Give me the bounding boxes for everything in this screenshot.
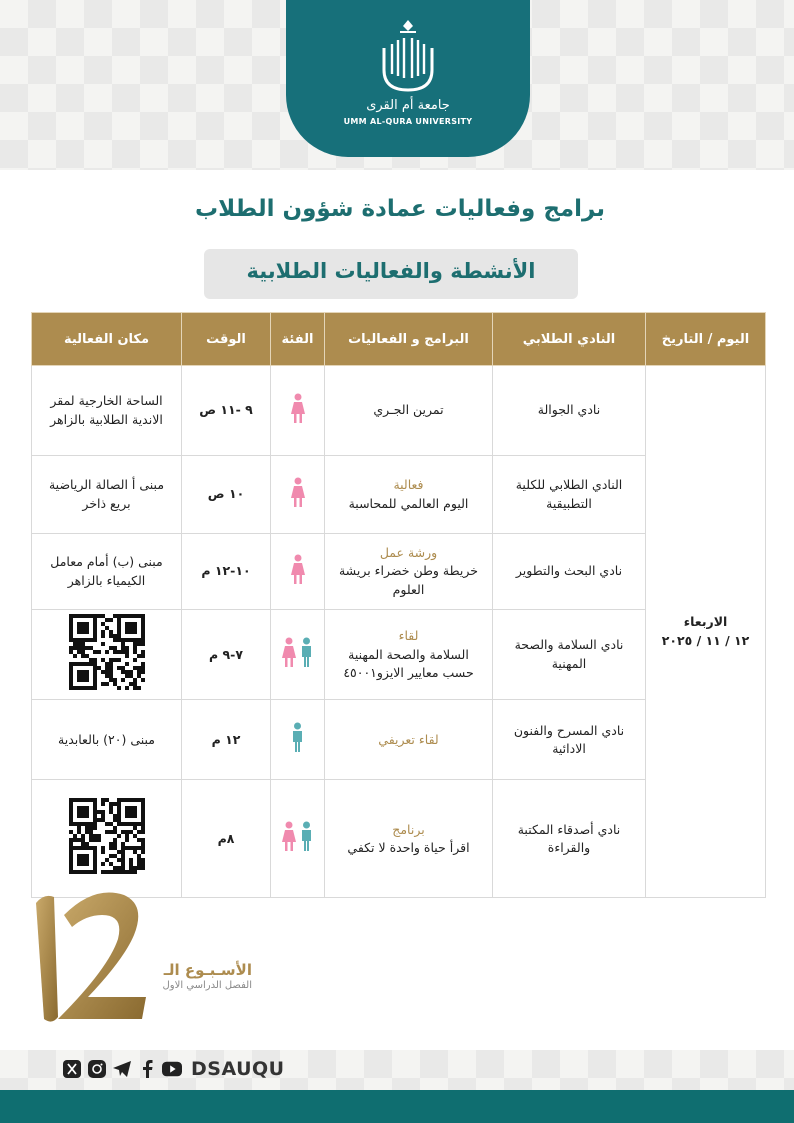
club-cell: نادي السلامة والصحة المهنية bbox=[493, 610, 646, 700]
club-cell: نادي البحث والتطوير bbox=[493, 534, 646, 610]
program-type: فعالية bbox=[393, 477, 424, 493]
day-date-cell bbox=[646, 366, 766, 898]
time-cell: ٨م bbox=[182, 780, 271, 898]
university-name-ar: جامعة أم القرى bbox=[366, 98, 450, 113]
university-logo-block bbox=[286, 0, 530, 157]
social-links bbox=[62, 1058, 285, 1080]
header-category: الفئة bbox=[271, 313, 325, 366]
program-cell bbox=[325, 700, 493, 780]
location-cell: مبنى (٢٠) بالعابدية bbox=[32, 700, 182, 780]
club-cell: نادي المسرح والفنون الادائية bbox=[493, 700, 646, 780]
program-name: اليوم العالمي للمحاسبة bbox=[348, 495, 469, 511]
female-icon bbox=[291, 393, 305, 423]
club-cell: نادي الجوالة bbox=[493, 366, 646, 456]
male-icon bbox=[300, 821, 313, 851]
header-programs: البرامج و الفعاليات bbox=[325, 313, 493, 366]
location-cell: مبنى أ الصالة الرياضية بريع ذاخر bbox=[32, 456, 182, 534]
table-header-row bbox=[32, 313, 766, 366]
location-cell: الساحة الخارجية لمقر الاندية الطلابية بالزاهر bbox=[32, 366, 182, 456]
time-cell: ٩ -١١ ص bbox=[182, 366, 271, 456]
program-cell bbox=[325, 456, 493, 534]
time-cell: ٧-٩ م bbox=[182, 610, 271, 700]
page-title: برامج وفعاليات عمادة شؤون الطلاب bbox=[194, 196, 606, 222]
qr-code-icon bbox=[69, 614, 145, 690]
week-number-graphic bbox=[30, 885, 146, 1030]
program-type: لقاء bbox=[398, 628, 419, 644]
female-icon bbox=[282, 637, 296, 667]
table-row bbox=[32, 366, 766, 456]
semester-label: الفصل الدراسي الاول bbox=[162, 980, 252, 991]
category-cell bbox=[271, 366, 325, 456]
program-cell bbox=[325, 534, 493, 610]
instagram-icon[interactable] bbox=[87, 1059, 107, 1079]
club-cell: النادي الطلابي للكلية التطبيقية bbox=[493, 456, 646, 534]
program-type: ورشة عمل bbox=[379, 545, 438, 561]
bottom-bar bbox=[0, 1090, 794, 1123]
category-cell bbox=[271, 610, 325, 700]
week-label: الأسـبـوع الـ bbox=[163, 961, 252, 979]
category-cell bbox=[271, 456, 325, 534]
header-club: النادي الطلابي bbox=[493, 313, 646, 366]
male-icon bbox=[300, 637, 313, 667]
header-time: الوقت bbox=[182, 313, 271, 366]
program-name: تمرين الجـري bbox=[373, 402, 444, 418]
social-handle[interactable]: DSAUQU bbox=[191, 1058, 285, 1080]
program-name: اقرأ حياة واحدة لا تكفي bbox=[347, 839, 470, 855]
university-name-en: UMM AL-QURA UNIVERSITY bbox=[343, 117, 473, 126]
location-cell bbox=[32, 610, 182, 700]
program-cell bbox=[325, 366, 493, 456]
program-name: خريطة وطن خضراء بريشة العلوم bbox=[338, 563, 478, 597]
youtube-icon[interactable] bbox=[162, 1059, 182, 1079]
program-name: لقاء تعريفي bbox=[378, 731, 439, 747]
category-cell bbox=[271, 780, 325, 898]
program-type: برنامج bbox=[392, 821, 425, 837]
program-name: السلامة والصحة المهنية حسب معايير الايزو٤٥٠٠١ bbox=[343, 646, 474, 680]
page-subtitle: الأنشطة والفعاليات الطلابية bbox=[246, 259, 536, 283]
time-cell: ١٠ ص bbox=[182, 456, 271, 534]
female-icon bbox=[282, 821, 296, 851]
x-icon[interactable] bbox=[62, 1059, 82, 1079]
female-icon bbox=[291, 554, 305, 584]
category-cell bbox=[271, 700, 325, 780]
header-day-date: اليوم / التاريخ bbox=[646, 313, 766, 366]
schedule-table bbox=[31, 312, 766, 898]
date-label: ١٢ / ١١ / ٢٠٢٥ bbox=[661, 632, 750, 648]
qr-code-icon bbox=[69, 798, 145, 874]
category-cell bbox=[271, 534, 325, 610]
university-logo-icon bbox=[378, 14, 438, 94]
time-cell: ١٠-١٢ م bbox=[182, 534, 271, 610]
location-cell: مبنى (ب) أمام معامل الكيمياء بالزاهر bbox=[32, 534, 182, 610]
location-cell bbox=[32, 780, 182, 898]
header-location: مكان الفعالية bbox=[32, 313, 182, 366]
female-icon bbox=[291, 477, 305, 507]
program-cell bbox=[325, 610, 493, 700]
club-cell: نادي أصدقاء المكتبة والقراءة bbox=[493, 780, 646, 898]
subtitle-pill bbox=[204, 249, 578, 299]
telegram-icon[interactable] bbox=[112, 1059, 132, 1079]
program-cell bbox=[325, 780, 493, 898]
day-label: الاربعاء bbox=[683, 614, 728, 630]
time-cell: ١٢ م bbox=[182, 700, 271, 780]
male-icon bbox=[291, 722, 304, 752]
facebook-icon[interactable] bbox=[137, 1059, 157, 1079]
